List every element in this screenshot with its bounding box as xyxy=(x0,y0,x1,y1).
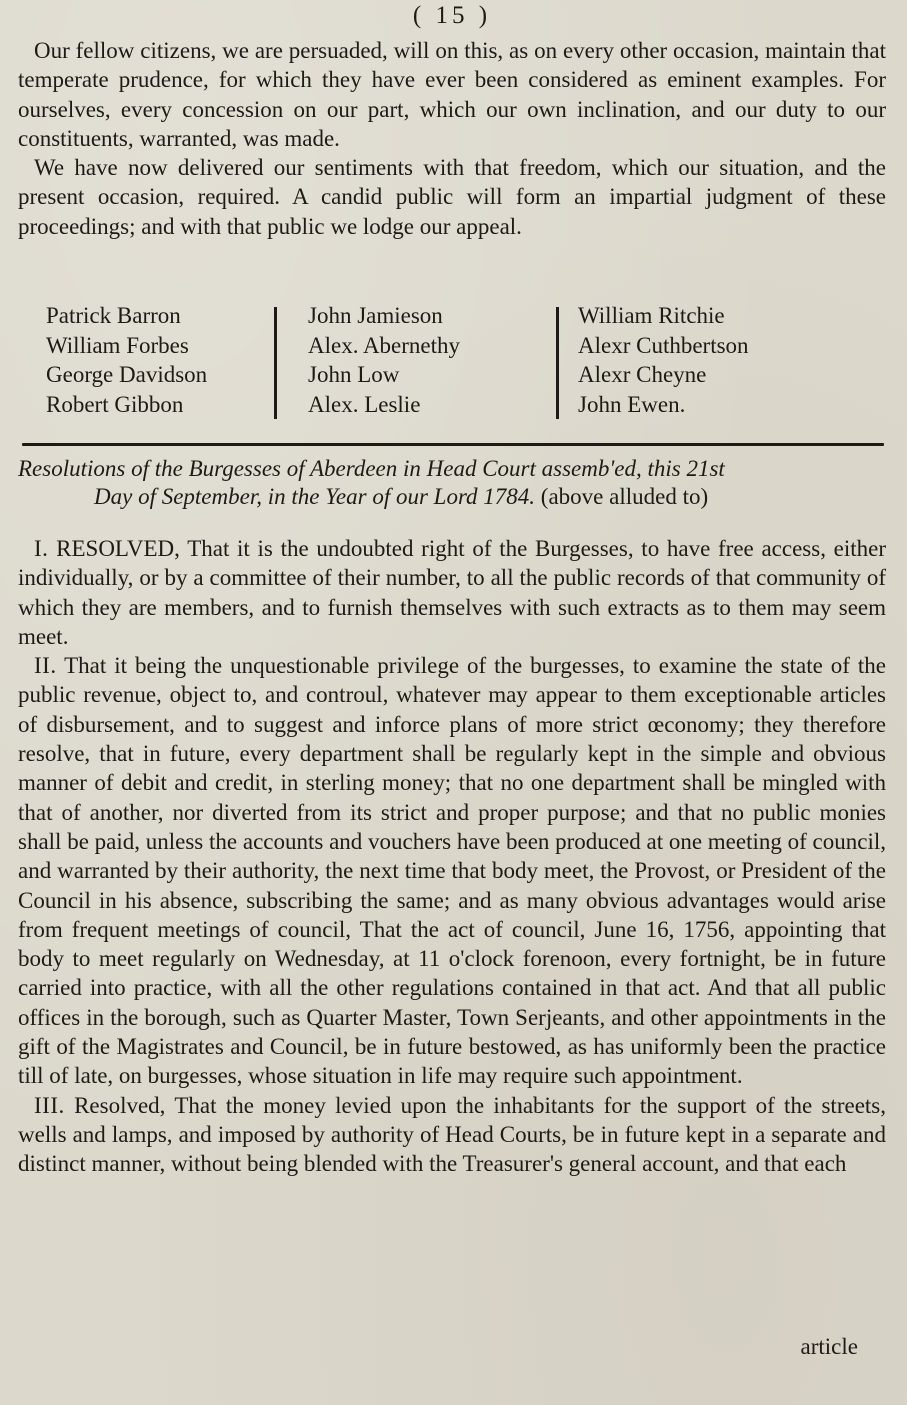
signatory-name: William Ritchie xyxy=(578,303,725,328)
signatory-name: John Jamieson xyxy=(308,303,443,328)
resolutions-list xyxy=(18,534,886,1179)
resolution-item xyxy=(18,651,886,1090)
heading-date: Day of September, in the Year of our Lord 1784. xyxy=(94,484,536,509)
page-number: ( 15 ) xyxy=(412,2,492,29)
heading-note: (above alluded to) xyxy=(535,484,709,509)
resolution-text: That it is the undoubted right of the Burgesses, to have free access, either individually, or by a committee of their number, to all the public records of that community of which they are members, and to furnish themselves with such extracts as to them may seem meet. xyxy=(18,536,887,649)
resolution-number: III. xyxy=(34,1092,65,1118)
column-divider xyxy=(274,307,277,419)
signature-column xyxy=(308,301,460,419)
resolution-item xyxy=(18,534,886,651)
signatory-name: George Davidson xyxy=(46,362,208,387)
catchword: article xyxy=(800,1334,858,1359)
intro-paragraph: Our fellow citizens, we are persuaded, will on this, as on every other occasion, maintain that temperate prudence, for which they have ever been considered as eminent examples. For ourselves, every concession on our part, which our own inclination, and our duty to our constituents, warranted, was made. xyxy=(18,38,886,151)
section-rule xyxy=(22,443,884,446)
heading-line-2 xyxy=(18,483,886,511)
resolution-number: I. xyxy=(34,536,49,561)
signatory-name: Alexr Cuthbertson xyxy=(578,332,749,358)
signatory-name: Patrick Barron xyxy=(46,303,181,328)
resolution-lead: Resolved, xyxy=(74,1092,166,1118)
resolution-item xyxy=(18,1091,886,1179)
signatory-name: William Forbes xyxy=(46,332,189,358)
signature-column xyxy=(578,301,749,419)
signatory-name: Alex. Abernethy xyxy=(308,332,461,358)
intro-paragraph: We have now delivered our sentiments with that freedom, which our situation, and the present occasion, required. A candid public will form an impartial judgment of these proceedings; and with that public we lodge our appeal. xyxy=(18,155,886,239)
signatory-name: Alexr Cheyne xyxy=(578,362,707,387)
resolution-lead: RESOLVED, xyxy=(56,536,180,561)
column-divider xyxy=(556,307,559,419)
heading-line-1: Resolutions of the Burgesses of Aberdeen in Head Court assemb'ed, this 21st xyxy=(18,456,725,481)
signatures-block xyxy=(18,301,886,421)
signatory-name: Robert Gibbon xyxy=(46,391,184,417)
resolution-number: II. xyxy=(34,653,57,679)
signatory-name: John Ewen. xyxy=(578,391,686,417)
intro-section xyxy=(18,36,886,241)
resolution-text: That it being the unquestionable privilege of the burgesses, to examine the state of the public revenue, object to, and controul, whatever may appear to them exceptionable articles of disbursement, and to suggest and inforce plans of more strict œconomy; they therefore resolve, that in future, every department shall be regularly kept in the simple and obvious manner of debit and credit, in sterling money; that no one department shall be mingled with that of another, nor diverted from its strict and proper purpose; and that no public monies shall be paid, unless the accounts and vouchers have been produced at one meeting of council, and warranted by their authority, the next time that body meet, the Provost, or President of the Council in his absence, subscribing the same; and as many obvious advantages would arise from frequent meetings of council, That the act of council, June 16, 1756, appointing that body to meet regularly on Wednesday, at 11 o'clock forenoon, every fortnight, be in future carried into practice, with all the other regulations contained in that act. And that all public offices in the borough, such as Quarter Master, Town Serjeants, and other appointments in the gift of the Magistrates and Council, be in future bestowed, as has uniformly been the practice till of late, on burgesses, whose situation in life may require such appointment. xyxy=(18,653,886,1089)
signatory-name: John Low xyxy=(308,362,400,387)
signature-column xyxy=(46,301,207,419)
resolutions-heading xyxy=(18,455,886,511)
signatory-name: Alex. Leslie xyxy=(308,391,421,417)
resolution-text: That the money levied upon the inhabitants for the support of the streets, wells and lamps, and imposed by authority of Head Courts, be in future kept in a separate and distinct manner, without being blended with the Treasurer's general account, and that each xyxy=(18,1092,886,1177)
